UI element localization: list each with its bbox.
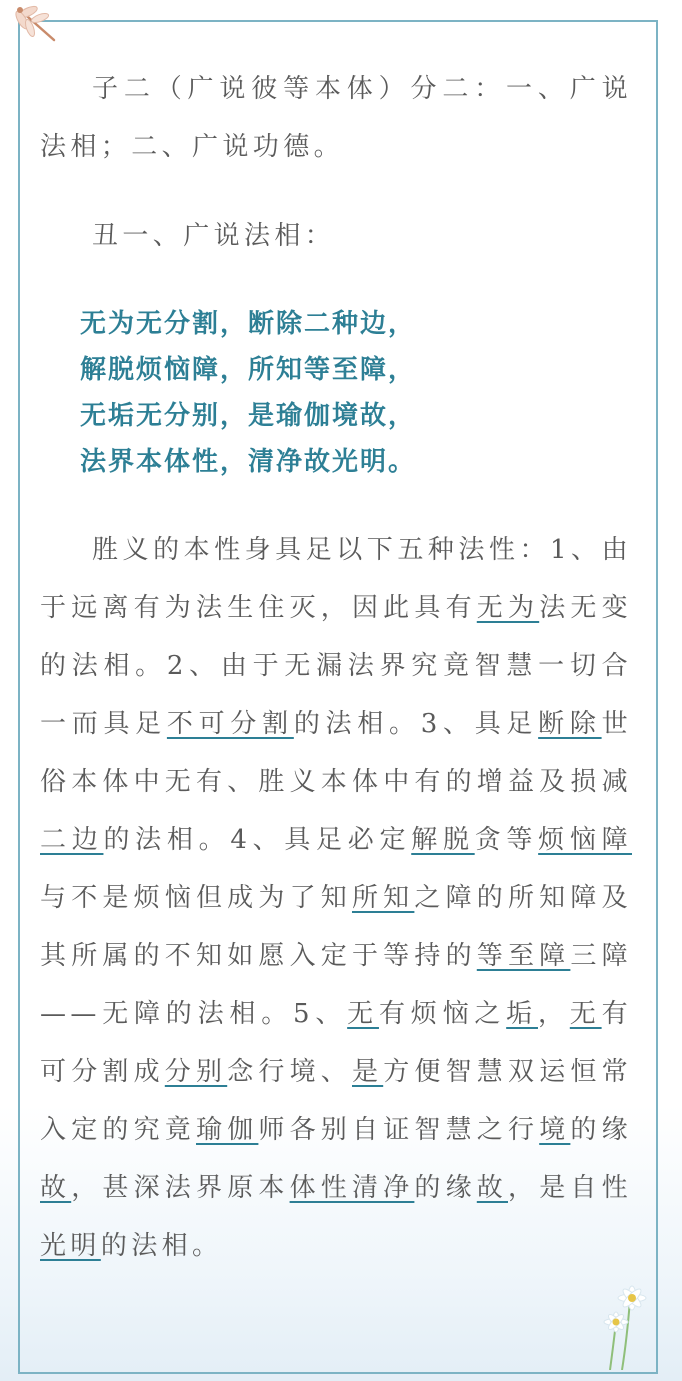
- underlined-term: 光明: [40, 1231, 101, 1261]
- text-segment: 之障的所知障及其所属的不知如愿入定于等持的: [40, 883, 632, 971]
- commentary-paragraph: [40, 521, 632, 1275]
- text-segment: 的缘: [414, 1173, 477, 1203]
- underlined-term: 所知: [351, 883, 415, 913]
- underlined-term: 故: [40, 1173, 72, 1203]
- subsection-heading: 丑一、广说法相：: [92, 221, 336, 251]
- underlined-term: 断除: [538, 709, 602, 739]
- underlined-term: 故: [476, 1173, 508, 1203]
- text-segment: 世俗本体中无有、胜义本体中有的增益及损减: [40, 709, 632, 797]
- underlined-term: 等至障: [476, 941, 571, 971]
- underlined-term: 体性清净: [289, 1173, 415, 1203]
- verse-block: [40, 301, 632, 485]
- verse-line: 解脱烦恼障，所知等至障，: [80, 355, 417, 385]
- underlined-term: 无: [569, 999, 602, 1029]
- verse-line: 无为无分割，断除二种边，: [80, 309, 417, 339]
- text-segment: 的缘: [570, 1115, 632, 1145]
- text-segment: ，是自性: [508, 1173, 632, 1203]
- underlined-term: 垢: [506, 999, 538, 1029]
- underlined-term: 是: [352, 1057, 384, 1087]
- underlined-term: 二边: [40, 825, 104, 855]
- text-segment: ，甚深法界原本: [71, 1173, 290, 1203]
- section-heading: 子二（广说彼等本体）分二：一、广说法相；二、广说功德。: [40, 74, 632, 162]
- underlined-term: 瑜伽: [196, 1115, 259, 1145]
- text-segment: ，: [537, 999, 570, 1029]
- text-segment: 胜义的本性身具足以下五种法性：1、由于远离有为法生住灭，因此具有: [40, 535, 632, 623]
- underlined-term: 境: [539, 1115, 571, 1145]
- text-segment: 法无变的法相。2、由于无漏法界究竟智慧一切合一而具足: [40, 593, 632, 739]
- text-segment: 念行境、: [227, 1057, 352, 1087]
- underlined-term: 烦恼障: [538, 825, 632, 855]
- underlined-term: 分别: [164, 1057, 228, 1087]
- verse-line: 法界本体性，清净故光明。: [80, 447, 417, 477]
- text-segment: 贪等: [474, 825, 539, 855]
- text-segment: 师各别自证智慧之行: [258, 1115, 540, 1145]
- text-segment: 的法相。: [100, 1231, 223, 1261]
- text-segment: 的法相。4、具足必定: [103, 825, 412, 855]
- text-segment: 有可分割成: [40, 999, 633, 1087]
- dragonfly-icon: [14, 4, 60, 44]
- underlined-term: 不可分割: [166, 709, 294, 739]
- underlined-term: 无为: [476, 593, 540, 623]
- verse-line: 无垢无分别，是瑜伽境故，: [80, 401, 417, 431]
- underlined-term: 解脱: [411, 825, 475, 855]
- text-segment: 有烦恼之: [378, 999, 507, 1029]
- text-segment: 与不是烦恼但成为了知: [40, 883, 352, 913]
- article-content: [40, 60, 632, 1275]
- text-segment: 方便智慧双运恒常入定的究竟: [40, 1057, 632, 1145]
- daisy-flowers-icon: [578, 1270, 658, 1370]
- text-segment: 三障——无障的法相。5、: [40, 941, 632, 1029]
- text-segment: 的法相。3、具足: [293, 709, 539, 739]
- underlined-term: 无: [347, 999, 379, 1029]
